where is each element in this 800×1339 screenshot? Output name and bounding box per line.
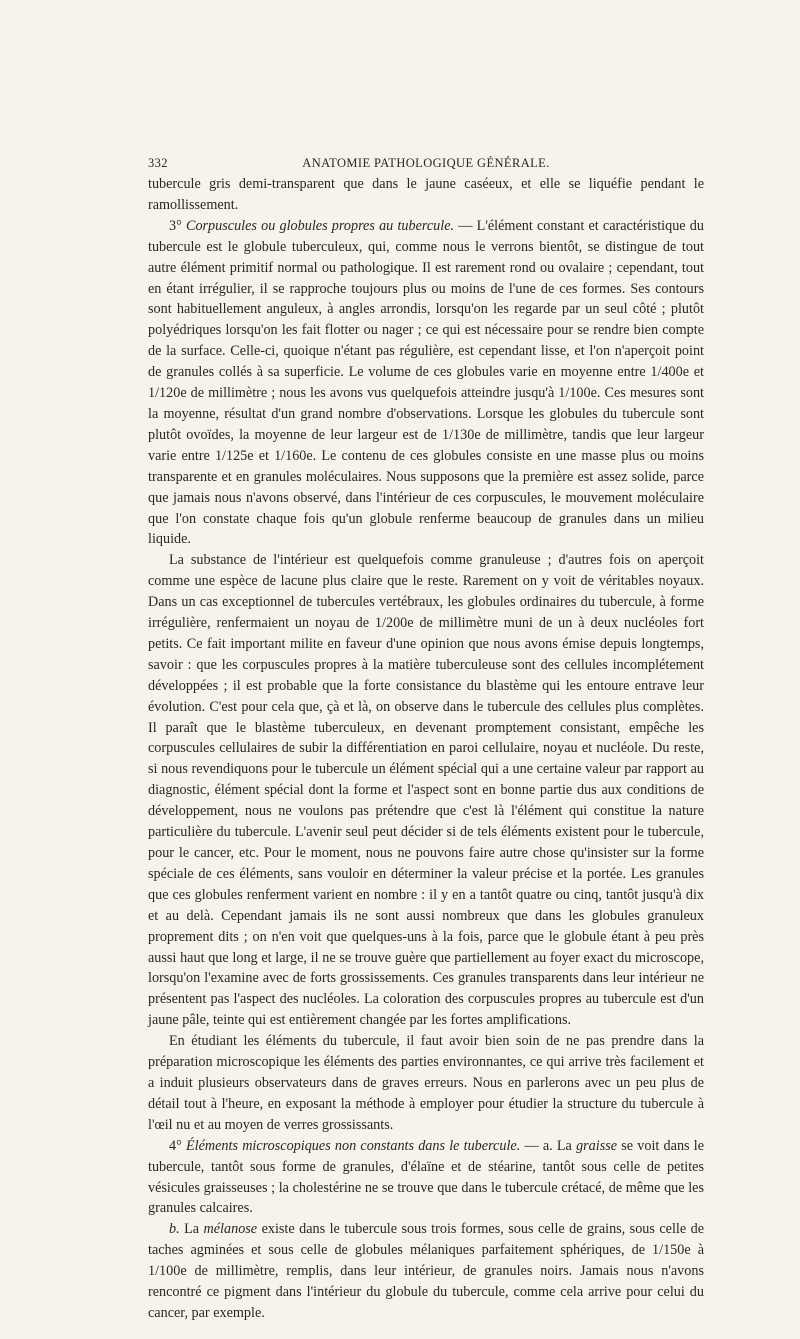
paragraph-non-constant: [148, 1136, 704, 1220]
running-title: ANATOMIE PATHOLOGIQUE GÉNÉRALE.: [302, 156, 550, 170]
paragraph-substance: [148, 550, 704, 1031]
paragraph-melanose: [148, 1219, 704, 1324]
section-number: 3°: [169, 217, 182, 234]
running-head: [148, 156, 704, 174]
term-italic: graisse: [576, 1137, 618, 1154]
paragraph-method: [148, 1031, 704, 1136]
paragraph-continued: [148, 174, 704, 216]
paragraph-text: — L'élément constant et caractéristique du tubercule est le globule tuberculeux, qui, comme nous le verrons bientôt, se distingue de tout autre élément primitif normal ou pathologique. Il est rarement rond ou ovalaire ; cependant, tout en étant irrégulier, il se rapproche toujours plus ou moins de l'une de ces formes. Ses contours sont habituellement anguleux, à angles arrondis, lorsqu'on les regarde par un seul côté ; plutôt polyédriques lorsqu'on les fait flotter ou nager ; ce qui est nécessaire pour se rendre bien compte de la surface. Celle-ci, quoique n'étant pas régulière, est cependant lisse, et l'on n'aperçoit point de granules collés à sa superficie. Le volume de ces globules varie en moyenne entre 1/400e et 1/120e de millimètre ; nous les avons vus quelquefois atteindre jusqu'à 1/100e. Ces mesures sont la moyenne, résultat d'un grand nombre d'observations. Lorsque les globules du tubercule sont plutôt ovoïdes, la moyenne de leur largeur est de 1/130e de millimètre, tandis que leur largeur varie entre 1/125e et 1/160e. Le contenu de ces globules consiste en une masse plus ou moins transparente et en granules moléculaires. Nous supposons que la première est assez solide, parce que jamais nous n'avons observé, dans l'intérieur de ces corpuscules, le mouvement moléculaire que l'on constate chaque fois qu'un globule renferme beaucoup de granules dans un milieu liquide.: [148, 217, 704, 548]
paragraph-text: En étudiant les éléments du tubercule, il faut avoir bien soin de ne pas prendre dans la préparation microscopique les éléments des parties environnantes, ce qui arrive très facilement et a induit plusieurs observateurs dans de graves erreurs. Nous en parlerons avec un peu plus de détail tout à l'heure, en exposant la méthode à employer pour étudier la structure du tubercule à l'œil nu et au moyen de verres grossissants.: [148, 1033, 704, 1133]
paragraph-text: tubercule gris demi-transparent que dans le jaune caséeux, et elle se liquéfie pendant le ramollissement.: [148, 176, 704, 213]
paragraph-globules: [148, 216, 704, 551]
paragraph-text: La substance de l'intérieur est quelquefois comme granuleuse ; d'autres fois on aperçoit comme une espèce de lacune plus claire que le reste. Rarement on y voit de véritables noyaux. Dans un cas exceptionnel de tubercules vertébraux, les globules ordinaires du tubercule, à forme irrégulière, renfermaient un noyau de 1/200e de millimètre muni de un à deux nucléoles fort petits. Ce fait important milite en faveur d'une opinion que nous avons émise depuis longtemps, savoir : que les corpuscules propres à la matière tuberculeuse sont des cellules incomplétement développées ; il est probable que la forte consistance du blastème qui les entoure entrave leur évolution. C'est pour cela que, çà et là, on observe dans le tubercule des cellules plus complètes. Il paraît que le blastème tuberculeux, en devenant promptement consistant, empêche les corpuscules cellulaires de subir la différentiation en paroi cellulaire, noyau et nucléole. Du reste, si nous revendiquons pour le tubercule un élément spécial qui a une certaine valeur par rapport au diagnostic, élément spécial dont la forme et l'aspect sont en bonne partie dus aux conditions de développement, nous ne voulons pas prétendre que c'est là l'élément qui constitue la nature particulière du tubercule. L'avenir seul peut décider si de tels éléments existent pour le tubercule, pour le cancer, etc. Pour le moment, nous ne pouvons faire autre chose qu'insister sur la forme spéciale de ces éléments, sans vouloir en déterminer la valeur précise et la portée. Les granules que ces globules renferment varient en nombre : il y en a tantôt quatre ou cinq, tantôt jusqu'à dix et au delà. Cependant jamais ils ne sont aussi nombreux que dans les globules granuleux proprement dits ; on n'en voit que quelques-uns à la fois, parce que le globule étant à peu près aussi haut que long et large, il ne se trouve guère que partiellement au foyer exact du microscope, lorsqu'on l'examine avec de forts grossissements. Ces granules transparents dans leur intérieur ne présentent pas l'aspect des nucléoles. La coloration des corpuscules propres au tubercule est d'un jaune pâle, teinte qui est entièrement changée par les fortes amplifications.: [148, 552, 704, 1029]
term-italic: mélanose: [203, 1221, 258, 1238]
item-letter: b.: [169, 1221, 180, 1238]
paragraph-text: — a. La: [520, 1137, 577, 1154]
page-number: 332: [148, 156, 168, 170]
section-heading: Corpuscules ou globules propres au tubercule.: [185, 217, 455, 234]
section-number: 4°: [169, 1137, 182, 1154]
section-heading: Éléments microscopiques non constants dans le tubercule.: [185, 1137, 521, 1154]
paragraph-text: existe dans le tubercule sous trois formes, sous celle de grains, sous celle de taches agminées et sous celle de globules mélaniques parfaitement sphériques, de 1/150e à 1/100e de millimètre, remplis, dans leur intérieur, de granules noirs. Jamais nous n'avons rencontré ce pigment dans l'intérieur du globule du tubercule, comme cela arrive pour celui du cancer, par exemple.: [148, 1221, 704, 1321]
body-text: [148, 174, 704, 1324]
paragraph-text: La: [179, 1221, 204, 1238]
paragraph-text: se voit dans le tubercule, tantôt sous forme de granules, d'élaïne et de stéarine, tantôt sous celle de petites vésicules graisseuses ; la cholestérine ne se trouve que dans le tubercule crétacé, de même que les granules calcaires.: [148, 1137, 705, 1217]
